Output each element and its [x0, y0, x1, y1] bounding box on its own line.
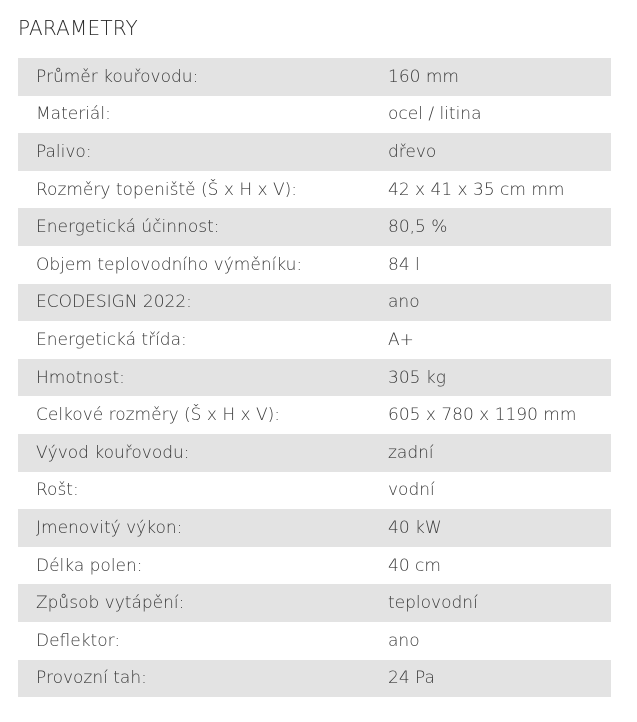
row-label: Délka polen:: [36, 555, 143, 576]
row-label: Rozměry topeniště (Š x H x V):: [36, 179, 297, 200]
row-label: Provozní tah:: [36, 668, 147, 689]
row-value: A+: [388, 329, 414, 350]
row-value: 24 Pa: [388, 668, 435, 689]
parameters-table: [18, 58, 611, 697]
row-label: Celkové rozměry (Š x H x V):: [36, 405, 280, 426]
table-row: [18, 208, 611, 246]
row-value: ano: [388, 630, 420, 651]
table-row: [18, 509, 611, 547]
row-value: ocel / litina: [388, 104, 482, 125]
row-label: Jmenovitý výkon:: [36, 517, 183, 538]
row-value: 40 cm: [388, 555, 441, 576]
row-label: Energetická účinnost:: [36, 217, 220, 238]
table-row: [18, 622, 611, 660]
row-value: zadní: [388, 442, 434, 463]
table-row: [18, 171, 611, 209]
row-label: Energetická třída:: [36, 329, 187, 350]
table-row: [18, 584, 611, 622]
row-value: 305 kg: [388, 367, 446, 388]
row-value: ano: [388, 292, 420, 313]
row-label: Deflektor:: [36, 630, 121, 651]
table-row: [18, 133, 611, 171]
row-label: ECODESIGN 2022:: [36, 292, 192, 313]
row-label: Rošt:: [36, 480, 79, 501]
row-label: Vývod kouřovodu:: [36, 442, 190, 463]
row-label: Způsob vytápění:: [36, 593, 185, 614]
row-label: Objem teplovodního výměníku:: [36, 254, 303, 275]
row-value: 160 mm: [388, 66, 459, 87]
table-row: [18, 284, 611, 322]
row-label: Palivo:: [36, 141, 92, 162]
table-row: [18, 660, 611, 698]
row-value: vodní: [388, 480, 435, 501]
row-value: 84 l: [388, 254, 420, 275]
table-row: [18, 396, 611, 434]
table-row: [18, 359, 611, 397]
row-value: 40 kW: [388, 517, 442, 538]
row-label: Materiál:: [36, 104, 111, 125]
row-value: 605 x 780 x 1190 mm: [388, 405, 577, 426]
table-row: [18, 321, 611, 359]
table-row: [18, 246, 611, 284]
row-label: Průměr kouřovodu:: [36, 66, 199, 87]
section-title: PARAMETRY: [18, 16, 138, 40]
row-value: dřevo: [388, 141, 437, 162]
table-row: [18, 58, 611, 96]
table-row: [18, 547, 611, 585]
row-value: 42 x 41 x 35 cm mm: [388, 179, 565, 200]
table-row: [18, 472, 611, 510]
row-value: 80,5 %: [388, 217, 448, 238]
table-row: [18, 434, 611, 472]
row-label: Hmotnost:: [36, 367, 125, 388]
table-row: [18, 96, 611, 134]
row-value: teplovodní: [388, 593, 478, 614]
